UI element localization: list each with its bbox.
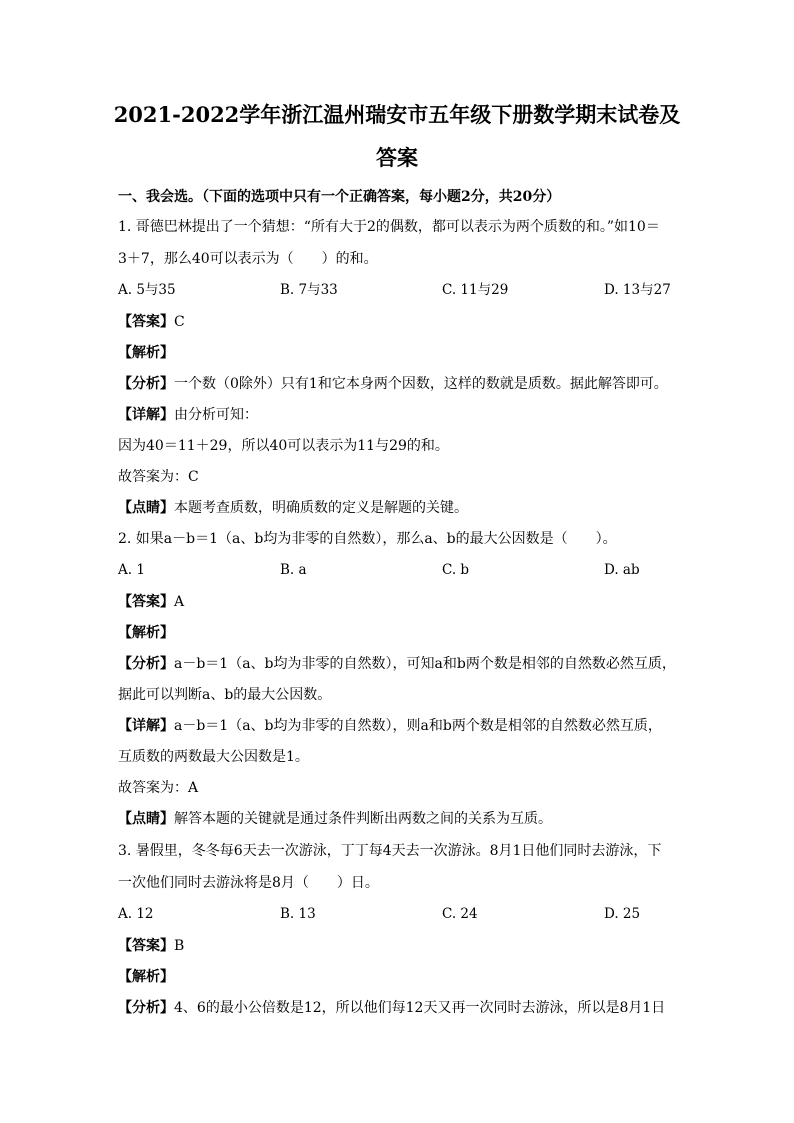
dianjing-text: 解答本题的关键就是通过条件判断出两数之间的关系为互质。 — [174, 811, 552, 827]
fenxi-tag: 【分析】 — [118, 376, 174, 392]
question-3-option-d: D. 25 — [604, 906, 641, 922]
question-3-fenxi-line1 — [118, 1001, 665, 1015]
answer-tag: 【答案】 — [118, 314, 174, 330]
question-2-fenxi-line2: 据此可以判断a、b的最大公因数。 — [118, 687, 332, 703]
document-title-line2: 答案 — [376, 145, 418, 170]
answer-tag: 【答案】 — [118, 594, 174, 610]
question-1-stem-line1: 1. 哥德巴林提出了一个猜想：“所有大于2的偶数，都可以表示为两个质数的和。”如10＝ — [118, 219, 660, 235]
question-1-answer — [118, 315, 185, 329]
section-heading: 一、我会选。（下面的选项中只有一个正确答案，每小题2分，共20分） — [118, 189, 561, 205]
question-2-xiangjie-line1 — [118, 719, 662, 733]
question-1-explanation: 因为40＝11＋29，所以40可以表示为11与29的和。 — [118, 438, 449, 454]
fenxi-text: 4、6的最小公倍数是12，所以他们每12天又再一次同时去游泳，所以是8月1日 — [174, 1000, 666, 1016]
answer-value: C — [174, 314, 185, 330]
question-2-option-d: D. ab — [604, 562, 640, 578]
question-2-option-c: C. b — [442, 562, 470, 578]
question-1-stem-line2: 3＋7，那么40可以表示为（ ）的和。 — [118, 251, 378, 267]
xiangjie-tag: 【详解】 — [118, 407, 174, 423]
fenxi-tag: 【分析】 — [118, 1000, 174, 1016]
question-3-stem-line1: 3. 暑假里，冬冬每6天去一次游泳，丁丁每4天去一次游泳。8月1日他们同时去游泳，下 — [118, 843, 662, 859]
question-1-option-d: D. 13与27 — [604, 282, 671, 298]
answer-tag: 【答案】 — [118, 938, 174, 954]
question-2-dianjing — [118, 812, 552, 826]
fenxi-text: 一个数（0除外）只有1和它本身两个因数，这样的数就是质数。据此解答即可。 — [174, 376, 668, 392]
dianjing-tag: 【点睛】 — [118, 500, 174, 516]
question-1-conclusion: 故答案为：C — [118, 469, 199, 485]
document-title-line1: 2021-2022学年浙江温州瑞安市五年级下册数学期末试卷及 — [113, 102, 681, 127]
question-2-xiangjie-line2: 互质数的两数最大公因数是1。 — [118, 749, 309, 765]
question-1-option-b: B. 7与33 — [280, 282, 338, 298]
question-2-fenxi-line1 — [118, 657, 676, 671]
question-3-jiexi-tag: 【解析】 — [118, 969, 174, 985]
question-1-fenxi — [118, 377, 668, 391]
question-1-option-c: C. 11与29 — [442, 282, 509, 298]
question-3-option-c: C. 24 — [442, 906, 478, 922]
question-1-xiangjie — [118, 408, 258, 422]
question-2-option-a: A. 1 — [118, 562, 145, 578]
question-3-option-a: A. 12 — [118, 906, 154, 922]
dianjing-text: 本题考查质数，明确质数的定义是解题的关键。 — [174, 500, 468, 516]
question-2-jiexi-tag: 【解析】 — [118, 625, 174, 641]
dianjing-tag: 【点睛】 — [118, 811, 174, 827]
question-2-option-b: B. a — [280, 562, 307, 578]
xiangjie-text: a－b＝1（a、b均为非零的自然数），则a和b两个数是相邻的自然数必然互质， — [174, 718, 662, 734]
question-3-option-b: B. 13 — [280, 906, 316, 922]
question-3-answer — [118, 939, 184, 953]
question-1-option-a: A. 5与35 — [118, 282, 176, 298]
question-2-conclusion: 故答案为：A — [118, 780, 199, 796]
answer-value: A — [174, 594, 185, 610]
question-1-dianjing — [118, 501, 468, 515]
answer-value: B — [174, 938, 185, 954]
question-2-stem-line1: 2. 如果a－b＝1（a、b均为非零的自然数），那么a、b的最大公因数是（ ）。 — [118, 531, 617, 547]
fenxi-tag: 【分析】 — [118, 656, 174, 672]
question-3-stem-line2: 一次他们同时去游泳将是8月（ ）日。 — [118, 875, 379, 891]
fenxi-text: a－b＝1（a、b均为非零的自然数），可知a和b两个数是相邻的自然数必然互质， — [174, 656, 676, 672]
xiangjie-tag: 【详解】 — [118, 718, 174, 734]
question-1-jiexi-tag: 【解析】 — [118, 345, 174, 361]
question-2-answer — [118, 595, 184, 609]
xiangjie-text: 由分析可知： — [174, 407, 258, 423]
